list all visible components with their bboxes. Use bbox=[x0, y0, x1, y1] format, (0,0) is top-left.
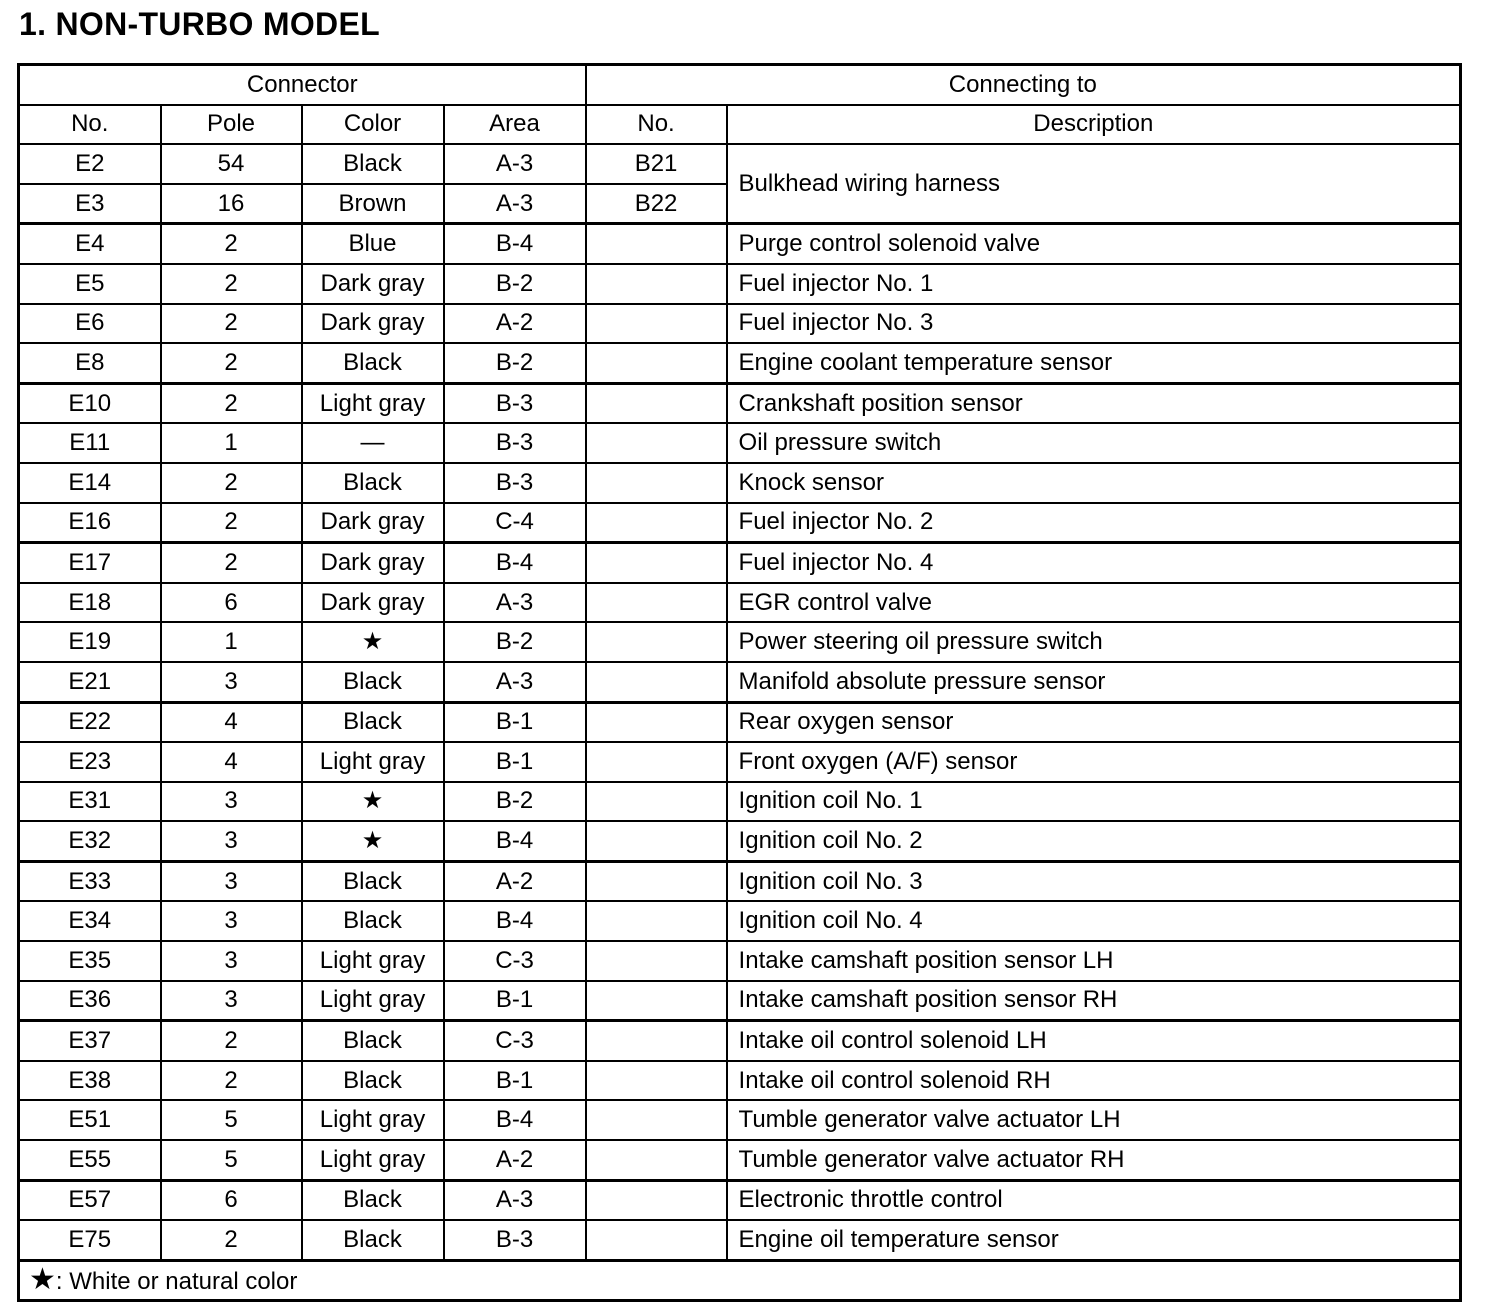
cell-to-no bbox=[586, 1100, 727, 1140]
cell-description: Intake camshaft position sensor LH bbox=[727, 941, 1461, 981]
table-row bbox=[19, 144, 1461, 184]
table-row bbox=[19, 224, 1461, 264]
cell-to-no bbox=[586, 742, 727, 782]
cell-no: E10 bbox=[19, 383, 161, 423]
cell-to-no: B21 bbox=[586, 144, 727, 184]
cell-area: B-1 bbox=[444, 702, 586, 742]
table-row bbox=[19, 782, 1461, 822]
cell-color: Brown bbox=[302, 184, 444, 224]
cell-color: Light gray bbox=[302, 383, 444, 423]
table-row bbox=[19, 343, 1461, 383]
cell-description: Ignition coil No. 4 bbox=[727, 901, 1461, 941]
cell-to-no bbox=[586, 463, 727, 503]
column-header-pole: Pole bbox=[161, 105, 302, 145]
cell-pole: 2 bbox=[161, 224, 302, 264]
cell-pole: 3 bbox=[161, 821, 302, 861]
cell-no: E16 bbox=[19, 503, 161, 543]
cell-area: A-2 bbox=[444, 304, 586, 344]
cell-description: Bulkhead wiring harness bbox=[727, 144, 1461, 224]
cell-to-no bbox=[586, 423, 727, 463]
cell-no: E18 bbox=[19, 583, 161, 623]
cell-area: A-3 bbox=[444, 662, 586, 702]
cell-area: B-1 bbox=[444, 981, 586, 1021]
cell-area: A-3 bbox=[444, 184, 586, 224]
cell-area: C-3 bbox=[444, 1021, 586, 1061]
cell-no: E33 bbox=[19, 861, 161, 901]
table-row bbox=[19, 662, 1461, 702]
cell-pole: 2 bbox=[161, 503, 302, 543]
cell-no: E55 bbox=[19, 1140, 161, 1180]
cell-pole: 2 bbox=[161, 1061, 302, 1101]
cell-pole: 2 bbox=[161, 304, 302, 344]
cell-pole: 3 bbox=[161, 662, 302, 702]
footnote-text: : White or natural color bbox=[55, 1267, 298, 1295]
cell-description: Engine coolant temperature sensor bbox=[727, 343, 1461, 383]
cell-no: E5 bbox=[19, 264, 161, 304]
cell-to-no bbox=[586, 821, 727, 861]
cell-pole: 2 bbox=[161, 343, 302, 383]
cell-no: E32 bbox=[19, 821, 161, 861]
table-row bbox=[19, 702, 1461, 742]
cell-color: Black bbox=[302, 702, 444, 742]
cell-pole: 3 bbox=[161, 782, 302, 822]
cell-to-no bbox=[586, 264, 727, 304]
cell-pole: 1 bbox=[161, 622, 302, 662]
star-icon: ★ bbox=[302, 782, 444, 822]
cell-pole: 2 bbox=[161, 1021, 302, 1061]
cell-to-no bbox=[586, 861, 727, 901]
cell-to-no bbox=[586, 1140, 727, 1180]
cell-color: Dark gray bbox=[302, 583, 444, 623]
cell-pole: 3 bbox=[161, 861, 302, 901]
cell-pole: 3 bbox=[161, 981, 302, 1021]
cell-description: Manifold absolute pressure sensor bbox=[727, 662, 1461, 702]
cell-description: Intake camshaft position sensor RH bbox=[727, 981, 1461, 1021]
group-header-row bbox=[19, 65, 1461, 105]
cell-area: B-4 bbox=[444, 543, 586, 583]
cell-description: Fuel injector No. 1 bbox=[727, 264, 1461, 304]
cell-description: Tumble generator valve actuator RH bbox=[727, 1140, 1461, 1180]
cell-area: B-2 bbox=[444, 343, 586, 383]
cell-to-no: B22 bbox=[586, 184, 727, 224]
star-icon: ★ bbox=[302, 622, 444, 662]
cell-area: B-2 bbox=[444, 782, 586, 822]
column-header-no: No. bbox=[19, 105, 161, 145]
table-row bbox=[19, 1220, 1461, 1260]
cell-to-no bbox=[586, 583, 727, 623]
cell-pole: 2 bbox=[161, 543, 302, 583]
cell-area: B-3 bbox=[444, 423, 586, 463]
cell-pole: 3 bbox=[161, 941, 302, 981]
cell-area: B-4 bbox=[444, 901, 586, 941]
cell-description: Intake oil control solenoid RH bbox=[727, 1061, 1461, 1101]
cell-to-no bbox=[586, 383, 727, 423]
cell-area: A-3 bbox=[444, 1180, 586, 1220]
column-header-color: Color bbox=[302, 105, 444, 145]
footnote-row bbox=[19, 1260, 1461, 1301]
cell-pole: 5 bbox=[161, 1140, 302, 1180]
cell-no: E36 bbox=[19, 981, 161, 1021]
cell-color: Black bbox=[302, 463, 444, 503]
cell-area: C-4 bbox=[444, 503, 586, 543]
cell-to-no bbox=[586, 1021, 727, 1061]
cell-no: E19 bbox=[19, 622, 161, 662]
cell-no: E14 bbox=[19, 463, 161, 503]
cell-pole: 16 bbox=[161, 184, 302, 224]
star-icon: ★ bbox=[302, 821, 444, 861]
cell-pole: 3 bbox=[161, 901, 302, 941]
cell-area: A-3 bbox=[444, 144, 586, 184]
cell-area: B-4 bbox=[444, 1100, 586, 1140]
cell-area: A-2 bbox=[444, 861, 586, 901]
cell-to-no bbox=[586, 782, 727, 822]
cell-color: Dark gray bbox=[302, 543, 444, 583]
cell-description: Fuel injector No. 2 bbox=[727, 503, 1461, 543]
cell-description: Engine oil temperature sensor bbox=[727, 1220, 1461, 1260]
cell-to-no bbox=[586, 304, 727, 344]
cell-description: Rear oxygen sensor bbox=[727, 702, 1461, 742]
cell-to-no bbox=[586, 1180, 727, 1220]
cell-area: B-2 bbox=[444, 622, 586, 662]
cell-to-no bbox=[586, 543, 727, 583]
cell-no: E23 bbox=[19, 742, 161, 782]
table-row bbox=[19, 304, 1461, 344]
table-row bbox=[19, 423, 1461, 463]
cell-pole: 2 bbox=[161, 463, 302, 503]
cell-area: B-2 bbox=[444, 264, 586, 304]
cell-pole: 2 bbox=[161, 1220, 302, 1260]
cell-pole: 1 bbox=[161, 423, 302, 463]
table-row bbox=[19, 861, 1461, 901]
cell-description: Tumble generator valve actuator LH bbox=[727, 1100, 1461, 1140]
cell-color: Black bbox=[302, 662, 444, 702]
cell-area: C-3 bbox=[444, 941, 586, 981]
cell-color: Light gray bbox=[302, 1100, 444, 1140]
table-row bbox=[19, 383, 1461, 423]
cell-color: Light gray bbox=[302, 1140, 444, 1180]
cell-color: Black bbox=[302, 343, 444, 383]
cell-no: E38 bbox=[19, 1061, 161, 1101]
cell-no: E4 bbox=[19, 224, 161, 264]
table-row bbox=[19, 583, 1461, 623]
table-row bbox=[19, 622, 1461, 662]
cell-color: Dark gray bbox=[302, 264, 444, 304]
cell-no: E37 bbox=[19, 1021, 161, 1061]
cell-color: Black bbox=[302, 144, 444, 184]
cell-pole: 54 bbox=[161, 144, 302, 184]
cell-to-no bbox=[586, 343, 727, 383]
cell-no: E51 bbox=[19, 1100, 161, 1140]
cell-no: E2 bbox=[19, 144, 161, 184]
cell-color: Black bbox=[302, 861, 444, 901]
cell-pole: 2 bbox=[161, 264, 302, 304]
table-row bbox=[19, 941, 1461, 981]
connector-table bbox=[17, 63, 1462, 1302]
cell-area: B-3 bbox=[444, 1220, 586, 1260]
cell-to-no bbox=[586, 941, 727, 981]
table-row bbox=[19, 463, 1461, 503]
cell-to-no bbox=[586, 224, 727, 264]
cell-no: E21 bbox=[19, 662, 161, 702]
column-header-row bbox=[19, 105, 1461, 145]
cell-description: Power steering oil pressure switch bbox=[727, 622, 1461, 662]
cell-area: A-3 bbox=[444, 583, 586, 623]
cell-color: Light gray bbox=[302, 981, 444, 1021]
cell-no: E31 bbox=[19, 782, 161, 822]
cell-to-no bbox=[586, 901, 727, 941]
cell-color: Black bbox=[302, 1220, 444, 1260]
cell-no: E22 bbox=[19, 702, 161, 742]
cell-color: Black bbox=[302, 901, 444, 941]
cell-description: Ignition coil No. 1 bbox=[727, 782, 1461, 822]
cell-area: B-3 bbox=[444, 463, 586, 503]
column-header-description: Description bbox=[727, 105, 1461, 145]
footnote bbox=[19, 1260, 1461, 1301]
cell-no: E35 bbox=[19, 941, 161, 981]
cell-to-no bbox=[586, 981, 727, 1021]
table-row bbox=[19, 543, 1461, 583]
column-header-to-no: No. bbox=[586, 105, 727, 145]
cell-color: Dark gray bbox=[302, 503, 444, 543]
cell-color: — bbox=[302, 423, 444, 463]
cell-description: Ignition coil No. 2 bbox=[727, 821, 1461, 861]
table-row bbox=[19, 1061, 1461, 1101]
group-header-connector: Connector bbox=[19, 65, 586, 105]
table-row bbox=[19, 821, 1461, 861]
cell-color: Light gray bbox=[302, 941, 444, 981]
cell-description: Intake oil control solenoid LH bbox=[727, 1021, 1461, 1061]
cell-color: Black bbox=[302, 1180, 444, 1220]
cell-no: E11 bbox=[19, 423, 161, 463]
cell-no: E57 bbox=[19, 1180, 161, 1220]
cell-to-no bbox=[586, 662, 727, 702]
page-title: 1. NON-TURBO MODEL bbox=[19, 6, 380, 42]
cell-to-no bbox=[586, 1061, 727, 1101]
cell-color: Black bbox=[302, 1061, 444, 1101]
cell-color: Light gray bbox=[302, 742, 444, 782]
cell-pole: 4 bbox=[161, 742, 302, 782]
cell-to-no bbox=[586, 622, 727, 662]
star-icon: ★ bbox=[29, 1262, 56, 1296]
cell-to-no bbox=[586, 503, 727, 543]
cell-area: B-1 bbox=[444, 742, 586, 782]
cell-no: E34 bbox=[19, 901, 161, 941]
cell-area: B-4 bbox=[444, 224, 586, 264]
cell-area: B-4 bbox=[444, 821, 586, 861]
cell-description: Ignition coil No. 3 bbox=[727, 861, 1461, 901]
cell-pole: 2 bbox=[161, 383, 302, 423]
cell-description: Front oxygen (A/F) sensor bbox=[727, 742, 1461, 782]
table-row bbox=[19, 503, 1461, 543]
cell-no: E3 bbox=[19, 184, 161, 224]
cell-description: Purge control solenoid valve bbox=[727, 224, 1461, 264]
cell-no: E8 bbox=[19, 343, 161, 383]
cell-pole: 6 bbox=[161, 583, 302, 623]
cell-pole: 4 bbox=[161, 702, 302, 742]
cell-area: B-1 bbox=[444, 1061, 586, 1101]
cell-description: Fuel injector No. 4 bbox=[727, 543, 1461, 583]
cell-pole: 5 bbox=[161, 1100, 302, 1140]
table-row bbox=[19, 1140, 1461, 1180]
table-row bbox=[19, 981, 1461, 1021]
cell-to-no bbox=[586, 1220, 727, 1260]
table-row bbox=[19, 1021, 1461, 1061]
cell-description: Knock sensor bbox=[727, 463, 1461, 503]
cell-description: Fuel injector No. 3 bbox=[727, 304, 1461, 344]
cell-no: E6 bbox=[19, 304, 161, 344]
table-row bbox=[19, 742, 1461, 782]
table-row bbox=[19, 1180, 1461, 1220]
column-header-area: Area bbox=[444, 105, 586, 145]
cell-description: Electronic throttle control bbox=[727, 1180, 1461, 1220]
cell-description: Oil pressure switch bbox=[727, 423, 1461, 463]
cell-pole: 6 bbox=[161, 1180, 302, 1220]
group-header-connecting-to: Connecting to bbox=[586, 65, 1461, 105]
cell-area: B-3 bbox=[444, 383, 586, 423]
cell-no: E75 bbox=[19, 1220, 161, 1260]
table-row bbox=[19, 901, 1461, 941]
cell-color: Dark gray bbox=[302, 304, 444, 344]
table-row bbox=[19, 1100, 1461, 1140]
cell-color: Black bbox=[302, 1021, 444, 1061]
cell-description: EGR control valve bbox=[727, 583, 1461, 623]
cell-area: A-2 bbox=[444, 1140, 586, 1180]
cell-to-no bbox=[586, 702, 727, 742]
cell-color: Blue bbox=[302, 224, 444, 264]
cell-description: Crankshaft position sensor bbox=[727, 383, 1461, 423]
table-row bbox=[19, 264, 1461, 304]
cell-no: E17 bbox=[19, 543, 161, 583]
